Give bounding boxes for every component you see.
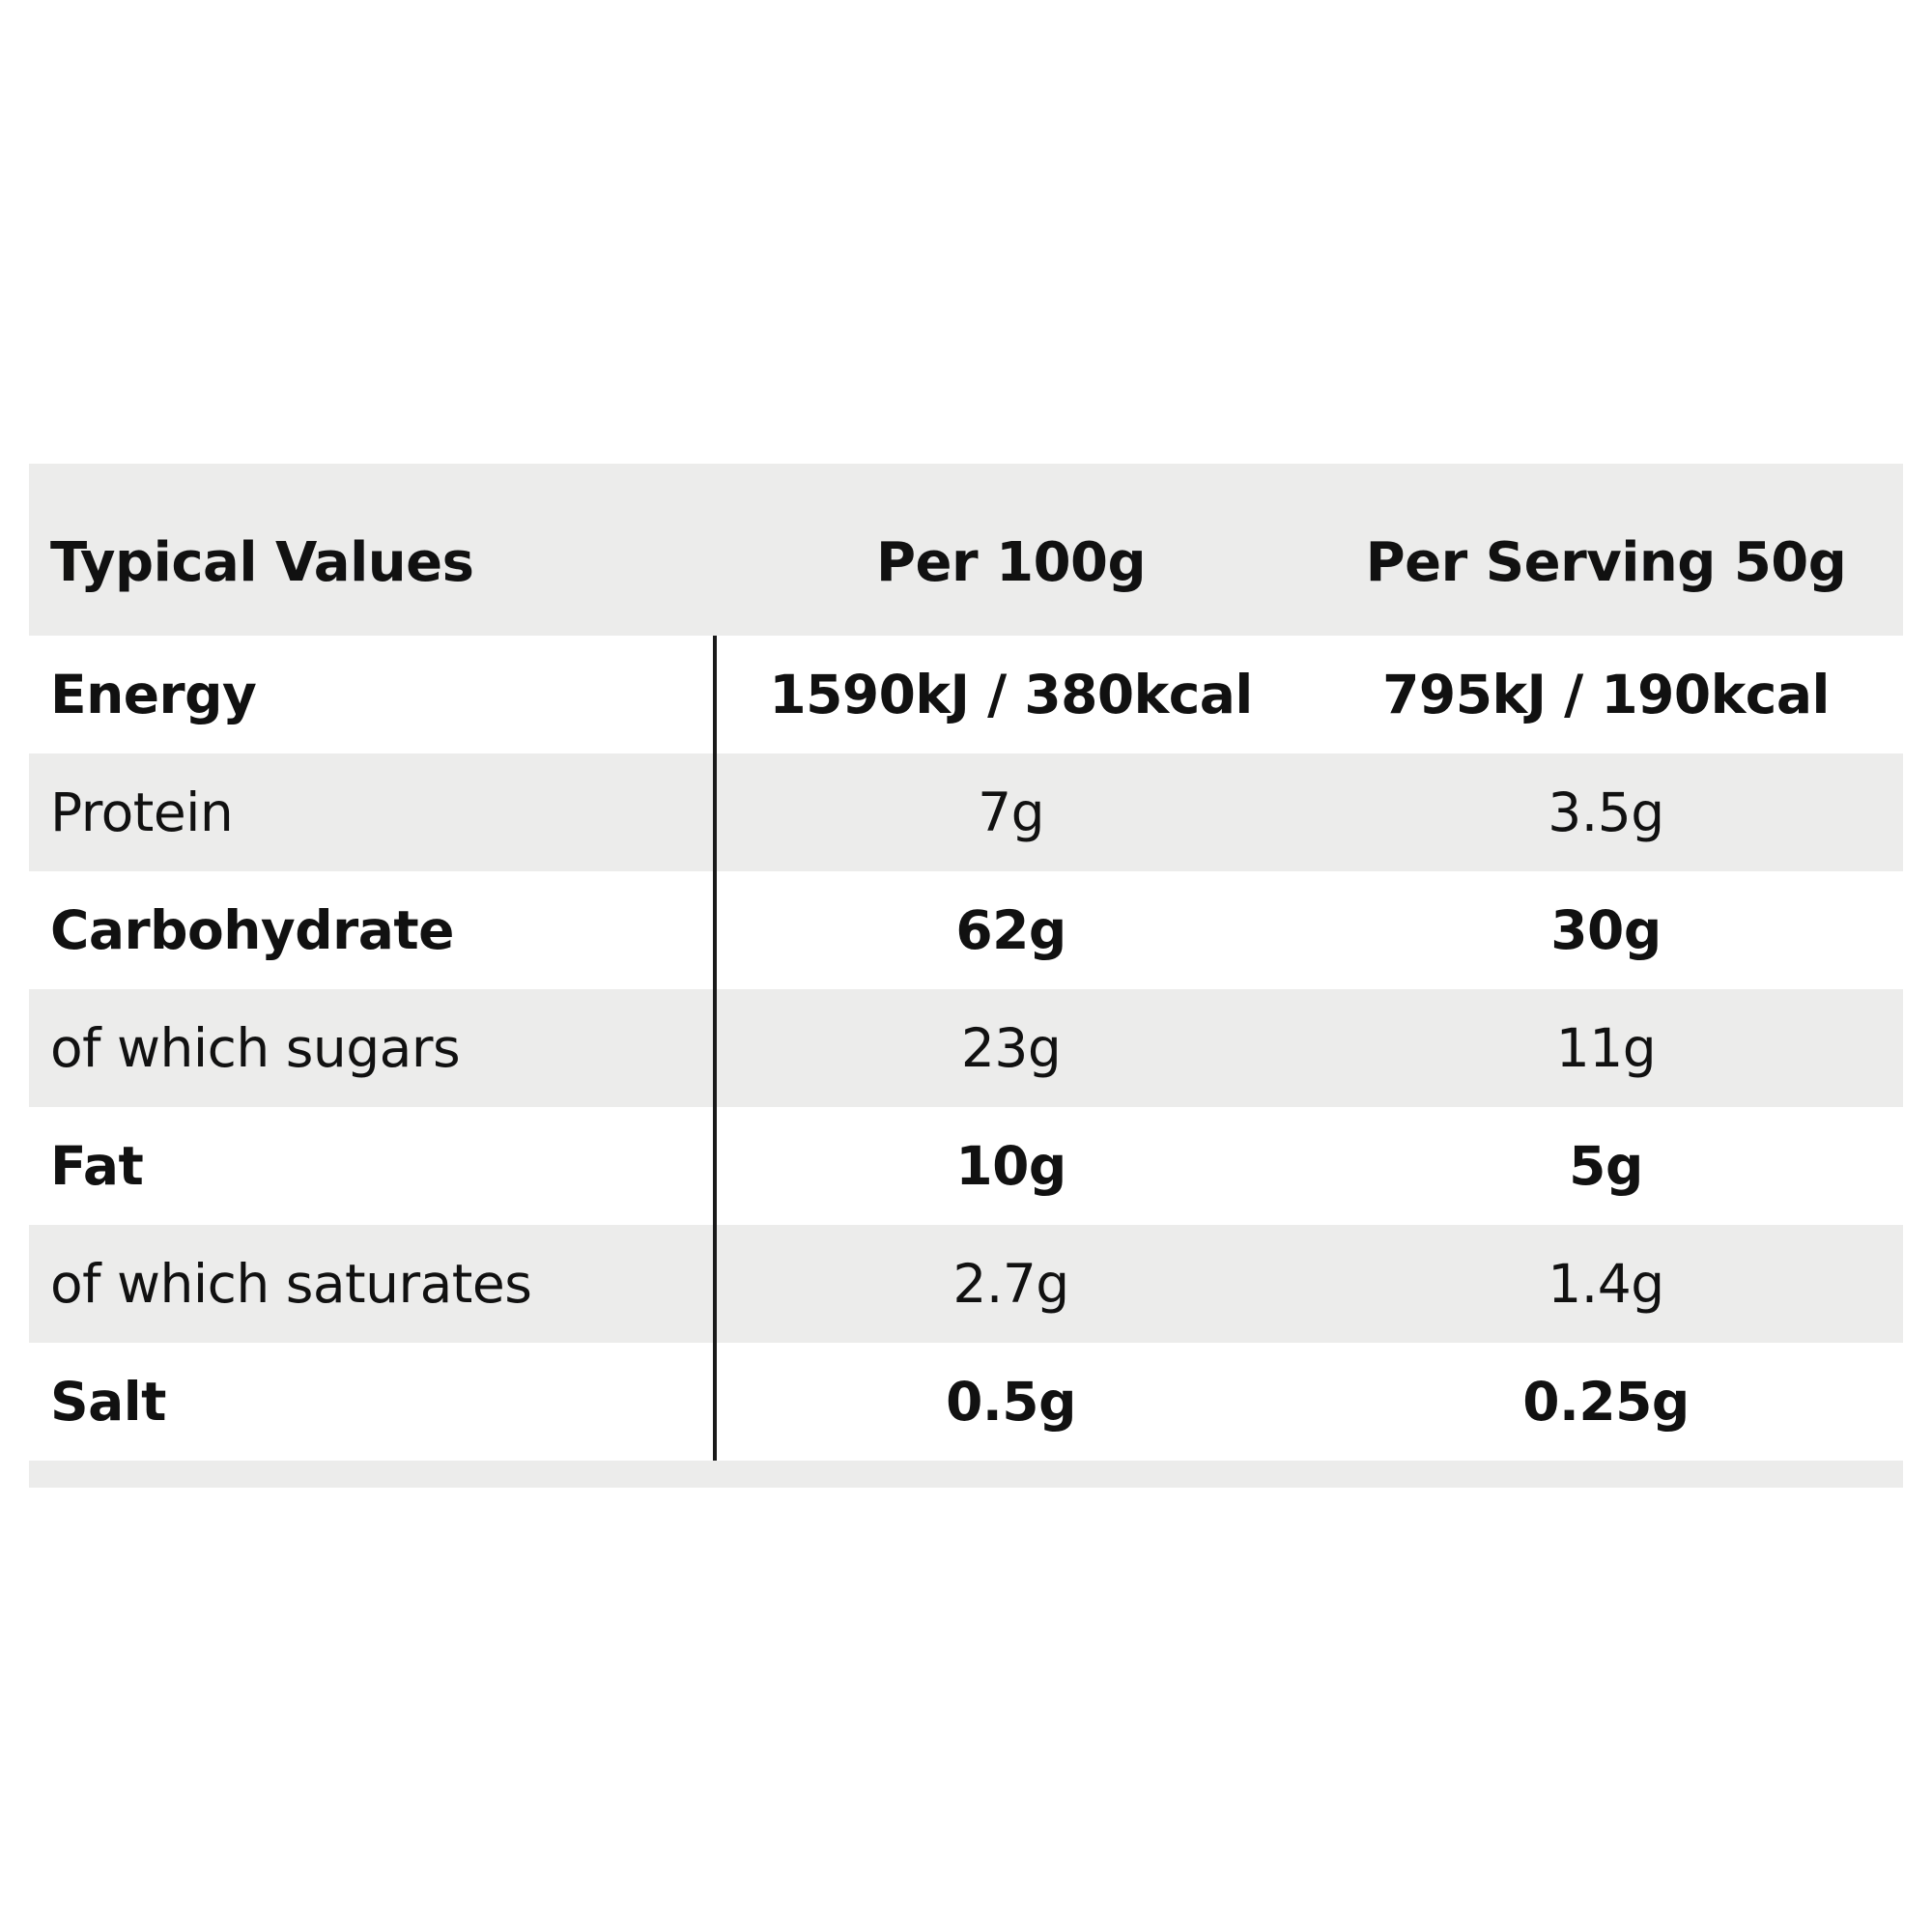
header-typical-values: Typical Values — [50, 531, 474, 594]
table-row — [29, 1107, 1903, 1225]
row-label-of-which-saturates: of which saturates — [50, 1253, 532, 1315]
row-per100g-energy: 1590kJ / 380kcal — [713, 636, 1309, 753]
row-perserving-of-which-sugars: 11g — [1555, 1017, 1657, 1079]
row-per100g-of-which-saturates: 2.7g — [713, 1225, 1309, 1343]
table-row — [29, 1343, 1903, 1461]
row-perserving-of-which-saturates: 1.4g — [1548, 1253, 1664, 1315]
row-label-salt: Salt — [50, 1371, 166, 1433]
table-bottom-band — [29, 1461, 1903, 1488]
table-header-row — [29, 491, 1903, 636]
table-row — [29, 871, 1903, 989]
table-top-band — [29, 464, 1903, 491]
row-per100g-fat: 10g — [713, 1107, 1309, 1225]
row-perserving-salt: 0.25g — [1522, 1371, 1690, 1433]
row-label-protein: Protein — [50, 781, 234, 843]
row-perserving-fat: 5g — [1569, 1135, 1643, 1197]
row-perserving-protein: 3.5g — [1548, 781, 1664, 843]
row-label-of-which-sugars: of which sugars — [50, 1017, 461, 1079]
table-row — [29, 753, 1903, 871]
nutrition-table-container — [29, 464, 1903, 1488]
row-label-energy: Energy — [50, 664, 257, 725]
row-label-fat: Fat — [50, 1135, 144, 1197]
table-row — [29, 636, 1903, 753]
nutrition-table — [29, 491, 1903, 1461]
table-row — [29, 989, 1903, 1107]
row-per100g-of-which-sugars: 23g — [713, 989, 1309, 1107]
row-label-carbohydrate: Carbohydrate — [50, 899, 454, 961]
row-per100g-salt: 0.5g — [713, 1343, 1309, 1461]
row-per100g-protein: 7g — [713, 753, 1309, 871]
header-per-serving: Per Serving 50g — [1365, 531, 1847, 594]
row-per100g-carbohydrate: 62g — [713, 871, 1309, 989]
table-row — [29, 1225, 1903, 1343]
table-body — [29, 636, 1903, 1461]
header-per-100g: Per 100g — [875, 531, 1147, 594]
row-perserving-energy: 795kJ / 190kcal — [1382, 664, 1830, 725]
row-perserving-carbohydrate: 30g — [1550, 899, 1662, 961]
